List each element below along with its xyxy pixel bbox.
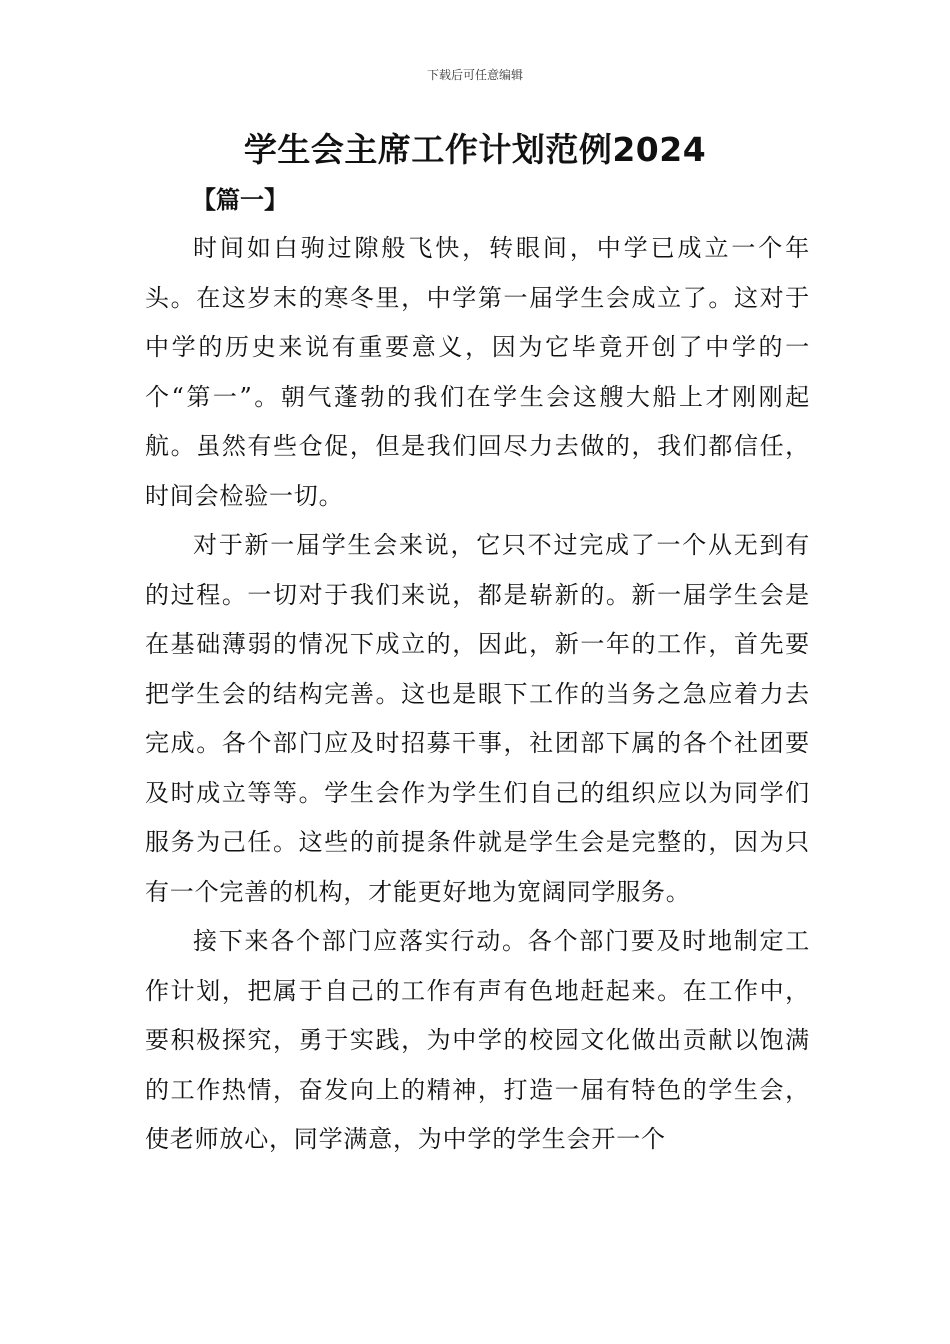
document-body xyxy=(145,224,810,1165)
paragraph-1: 时间如白驹过隙般飞快，转眼间，中学已成立一个年头。在这岁末的寒冬里，中学第一届学生会成立了。这对于中学的历史来说有重要意义，因为它毕竟开创了中学的一个“第一”。朝气蓬勃的我们在学生会这艘大船上才刚刚起航。虽然有些仓促，但是我们回尽力去做的，我们都信任，时间会检验一切。 xyxy=(145,234,810,510)
document-title: 学生会主席工作计划范例2024 xyxy=(243,130,707,169)
page-header-note: 下载后可任意编辑 xyxy=(426,68,523,82)
paragraph-3: 接下来各个部门应落实行动。各个部门要及时地制定工作计划，把属于自己的工作有声有色地赶起来。在工作中，要积极探究，勇于实践，为中学的校园文化做出贡献以饱满的工作热情，奋发向上的精神，打造一届有特色的学生会，使老师放心，同学满意，为中学的学生会开一个 xyxy=(145,927,810,1153)
section-label: 【篇一】 xyxy=(192,186,288,214)
paragraph-2: 对于新一届学生会来说，它只不过完成了一个从无到有的过程。一切对于我们来说，都是崭新的。新一届学生会是在基础薄弱的情况下成立的，因此，新一年的工作，首先要把学生会的结构完善。这也是眼下工作的当务之急应着力去完成。各个部门应及时招募干事，社团部下属的各个社团要及时成立等等。学生会作为学生们自己的组织应以为同学们服务为己任。这些的前提条件就是学生会是完整的，因为只有一个完善的机构，才能更好地为宽阔同学服务。 xyxy=(145,531,810,906)
